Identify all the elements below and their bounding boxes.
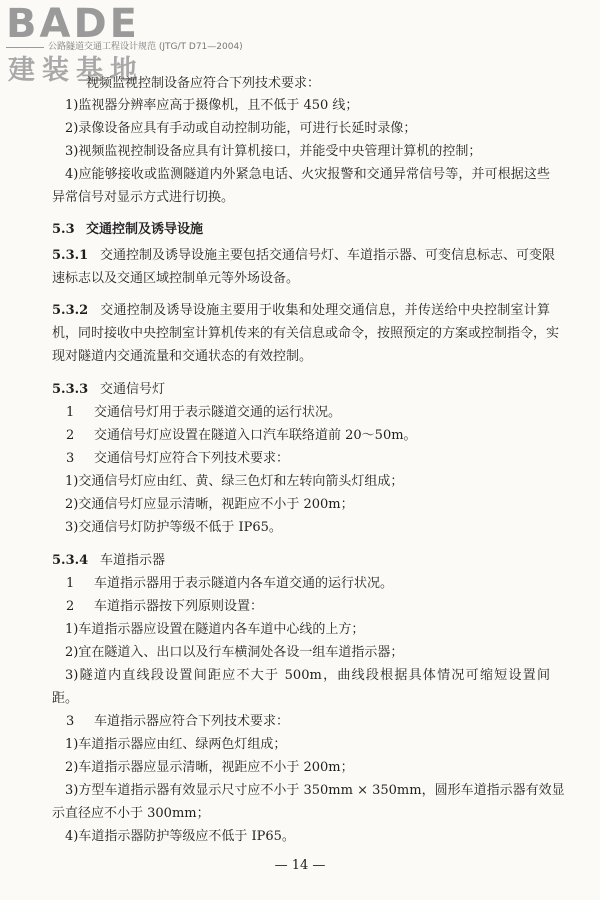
clause-533-sub-2: 2)交通信号灯应显示清晰，视距应不小于 200m； (65, 497, 354, 512)
clause-532-text1: 交通控制及诱导设施主要用于收集和处理交通信息，并传送给中央控制室计算 (100, 303, 550, 318)
section-number: 5.3 (52, 222, 75, 237)
requirement-2: 2)录像设备应具有手动或自动控制功能，可进行长延时录像； (65, 121, 417, 136)
clause-533-heading (52, 382, 165, 398)
clause-532-line2: 机，同时接收中央控制室计算机传来的有关信息或命令，按照预定的方案或控制指令，实 (52, 326, 560, 341)
clause-534-number: 5.3.4 (52, 553, 89, 568)
clause-533-item-2: 2 交通信号灯应设置在隧道入口汽车联络道前 20～50m。 (66, 428, 417, 443)
clause-533-sub-1: 1)交通信号灯应由红、黄、绿三色灯和左转向箭头灯组成； (65, 474, 404, 489)
clause-534-heading (52, 553, 165, 569)
clause-534-sub2-3-line1: 3)隧道内直线段设置间距应不大于 500m，曲线段根据具体情况可缩短设置间 (65, 668, 550, 683)
clause-533-title: 交通信号灯 (100, 382, 166, 397)
clause-534-title: 车道指示器 (100, 553, 166, 568)
watermark-rule (6, 47, 44, 48)
clause-531-number: 5.3.1 (52, 248, 89, 263)
clause-534-sub3-3-line2: 示直径应不小于 300mm； (52, 806, 210, 821)
clause-533-item-3: 3 交通信号灯应符合下列技术要求： (66, 451, 290, 466)
clause-534-sub2-3-line2: 距。 (52, 691, 79, 706)
clause-534-sub3-3-line1: 3)方型车道指示器有效显示尺寸应不小于 350mm × 350mm，圆形车道指示器有效显 (65, 783, 565, 798)
clause-534-item-1: 1 车道指示器用于表示隧道内各车道交通的运行状况。 (66, 576, 394, 591)
clause-531-line1 (52, 248, 556, 264)
requirement-4-line1: 4)应能够接收或监测隧道内外紧急电话、火灾报警和交通异常信号等，并可根据这些 (65, 167, 550, 182)
clause-534-sub3-2: 2)车道指示器应显示清晰，视距应不小于 200m； (65, 760, 354, 775)
clause-531-line2: 速标志以及交通区域控制单元等外场设备。 (52, 271, 300, 286)
clause-533-number: 5.3.3 (52, 382, 89, 397)
watermark-subtitle: 公路隧道交通工程设计规范 (JTG/T D71—2004) (48, 42, 243, 52)
clause-534-item-2: 2 车道指示器按下列原则设置： (66, 599, 264, 614)
section-heading (52, 222, 203, 238)
clause-534-item-3: 3 车道指示器应符合下列技术要求： (66, 714, 290, 729)
clause-532-line3: 现对隧道内交通流量和交通状态的有效控制。 (52, 349, 313, 364)
watermark-chinese: 建装基地 (8, 55, 144, 86)
requirement-3: 3)视频监视控制设备应具有计算机接口，并能受中央管理计算机的控制； (65, 144, 482, 159)
watermark-brand: BADE (6, 1, 140, 47)
clause-534-sub2-2: 2)宜在隧道入、出口以及行车横洞处各设一组车道指示器； (65, 645, 404, 660)
page-number: — 14 — (274, 858, 326, 873)
clause-532-line1 (52, 303, 550, 319)
requirement-1: 1)监视器分辨率应高于摄像机，且不低于 450 线； (65, 98, 359, 113)
clause-533-item-1: 1 交通信号灯用于表示隧道交通的运行状况。 (66, 405, 342, 420)
section-title: 交通控制及诱导设施 (86, 222, 204, 237)
intro-line: 视频监视控制设备应符合下列技术要求： (86, 76, 321, 91)
clause-533-sub-3: 3)交通信号灯防护等级不低于 IP65。 (65, 520, 282, 535)
requirement-4-line2: 异常信号对显示方式进行切换。 (52, 190, 235, 205)
clause-534-sub3-1: 1)车道指示器应由红、绿两色灯组成； (65, 737, 287, 752)
clause-534-sub2-1: 1)车道指示器应设置在隧道内各车道中心线的上方； (65, 622, 365, 637)
clause-534-sub3-4: 4)车道指示器防护等级应不低于 IP65。 (65, 829, 295, 844)
clause-532-number: 5.3.2 (52, 303, 89, 318)
clause-531-text1: 交通控制及诱导设施主要包括交通信号灯、车道指示器、可变信息标志、可变限 (100, 248, 556, 263)
